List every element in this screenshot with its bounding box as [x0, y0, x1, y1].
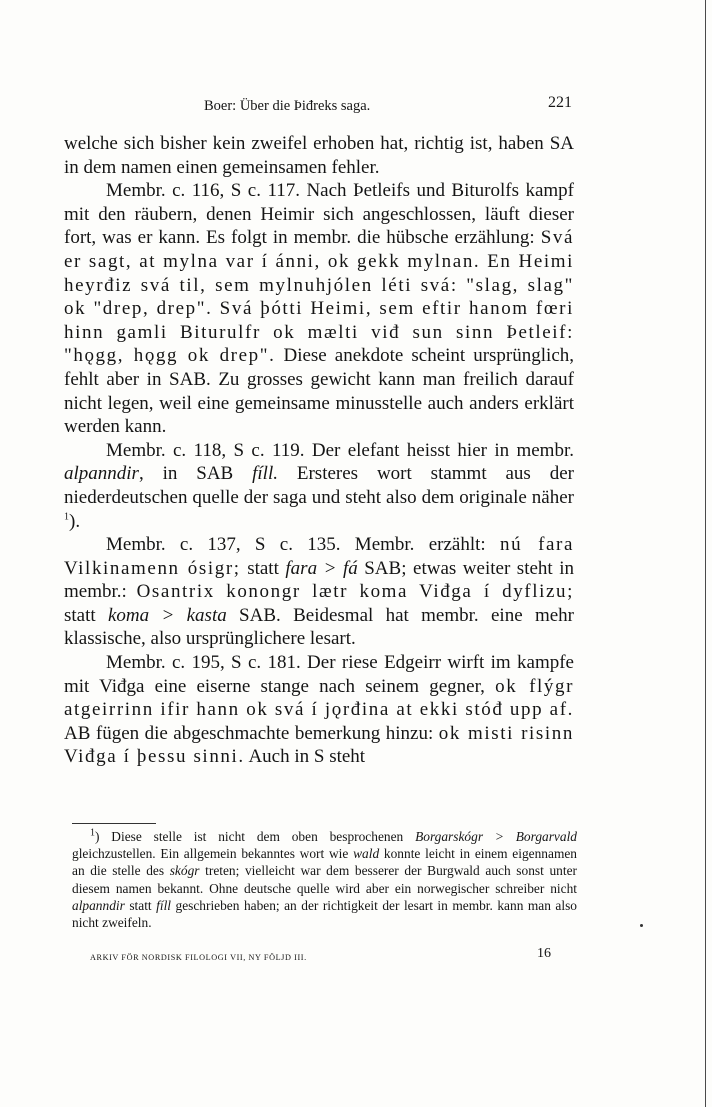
paragraph-4: [64, 533, 574, 651]
italic-word: Borgarskógr > Borgarvald: [415, 829, 577, 844]
footnote-text: treten; vielleicht war dem besserer der Burgwald auch sonst unter diesem namen bekannt. Ohne deutsche quelle wird aber ein norwegischer schreiber nicht: [72, 863, 577, 896]
paragraph-text: Membr. c. 137, S c. 135. Membr. erzählt:: [106, 534, 500, 556]
page-number: 221: [548, 94, 572, 111]
old-norse-quote: Svá er sagt, at mylna var í ánni, ok gekk mylnan. En Heimi heyrđiz svá til, sem mylnuhjólen léti svá: "slag, slag" ok "drep, drep". Svá þótti Heimi, sem eftir hanom fœri hinn gamli Biturulfr ok mælti viđ sun sinn Þetleif: "hǫgg, hǫgg ok drep".: [64, 227, 574, 367]
paragraph-text: Diese anekdote scheint ursprünglich, fehlt aber in SAB. Zu grosses gewicht kann man freilich darauf nicht legen, weil eine gemeinsame minusstelle auch anders erklärt werden kann.: [64, 345, 574, 438]
italic-word: alpanndir: [64, 463, 139, 485]
old-norse-quote: ok flýgr atgeirrinn ifir hann ok svá í jǫrđina at ekki stóđ upp af.: [64, 675, 575, 721]
paragraph-text: SAB; etwas weiter steht in membr.:: [64, 557, 574, 603]
paragraph-text: statt: [240, 557, 286, 579]
paragraph-text: Membr. c. 118, S c. 119. Der elefant heisst hier in membr.: [106, 439, 574, 461]
italic-word: fíll.: [252, 463, 278, 485]
paragraph-text: Ersteres wort stammt aus der niederdeutschen quelle der saga und steht also dem originale näher: [64, 463, 574, 508]
italic-word: alpanndir: [72, 897, 125, 913]
paragraph-text: statt: [64, 604, 108, 626]
scan-edge-line: [705, 0, 706, 1107]
paragraph-1: [64, 132, 574, 179]
paragraph-text: ).: [69, 510, 81, 532]
footnote-text: konnte leicht in einem eigennamen an die stelle des: [72, 846, 577, 879]
paragraph-2: [64, 179, 574, 439]
italic-word: wald: [353, 846, 380, 862]
italic-word: koma > kasta: [108, 604, 227, 626]
scan-speck: [640, 924, 643, 927]
old-norse-quote: nú fara Vilkinamenn ósigr;: [64, 534, 574, 579]
footnote-rule: [72, 823, 156, 824]
footnote-text: gleichzustellen. Ein allgemein bekanntes wort wie: [72, 846, 354, 862]
paragraph-3: [64, 439, 574, 533]
footnote-ref[interactable]: 1: [64, 511, 69, 523]
paragraph-text: Membr. c. 195, S c. 181. Der riese Edgeirr wirft im kampfe mit Viđga eine eiserne stange nach seinem gegner,: [64, 652, 574, 697]
footnote-text: geschrieben haben; an der richtigkeit der lesart in membr. kann man also nicht zweifeln.: [72, 897, 577, 931]
italic-word: fara > fá: [285, 557, 358, 579]
footnote-text: ) Diese stelle ist nicht dem oben besprochenen: [95, 829, 416, 844]
old-norse-quote: ok misti risinn Viđga í þessu sinni.: [64, 722, 574, 768]
journal-footer: ARKIV FÖR NORDISK FILOLOGI VII, NY FÖLJD III.: [90, 953, 307, 962]
paragraph-5: [64, 651, 574, 769]
paragraph-text: SAB. Beidesmal hat membr. eine mehr klassische, also ursprünglichere lesart.: [64, 604, 574, 650]
italic-word: fíll: [156, 897, 172, 913]
paragraph-text: Membr. c. 116, S c. 117. Nach Þetleifs und Biturolfs kampf mit den räubern, denen Heimir sich angeschlossen, läuft dieser fort, was er kann. Es folgt in membr. die hübsche erzählung:: [64, 180, 574, 249]
footnote: [72, 828, 577, 931]
footnote-mark: 1: [90, 827, 95, 839]
paragraph-text: AB fügen die abgeschmachte bemerkung hinzu:: [64, 722, 439, 744]
italic-word: skógr: [169, 863, 200, 879]
old-norse-quote: Osantrix konongr lætr koma Viđga í dyflizu;: [136, 581, 574, 603]
signature-mark: 16: [537, 946, 551, 961]
paragraph-text: welche sich bisher kein zweifel erhoben hat, richtig ist, haben SA in dem namen einen gemeinsamen fehler.: [64, 133, 574, 178]
body-text: [64, 132, 574, 769]
running-head: Boer: Über die Þiđreks saga.: [204, 98, 371, 114]
paragraph-text: Auch in S steht: [244, 746, 366, 768]
footnote-text: statt: [124, 897, 157, 913]
paragraph-text: , in SAB: [138, 463, 253, 485]
page-header: [200, 94, 572, 118]
